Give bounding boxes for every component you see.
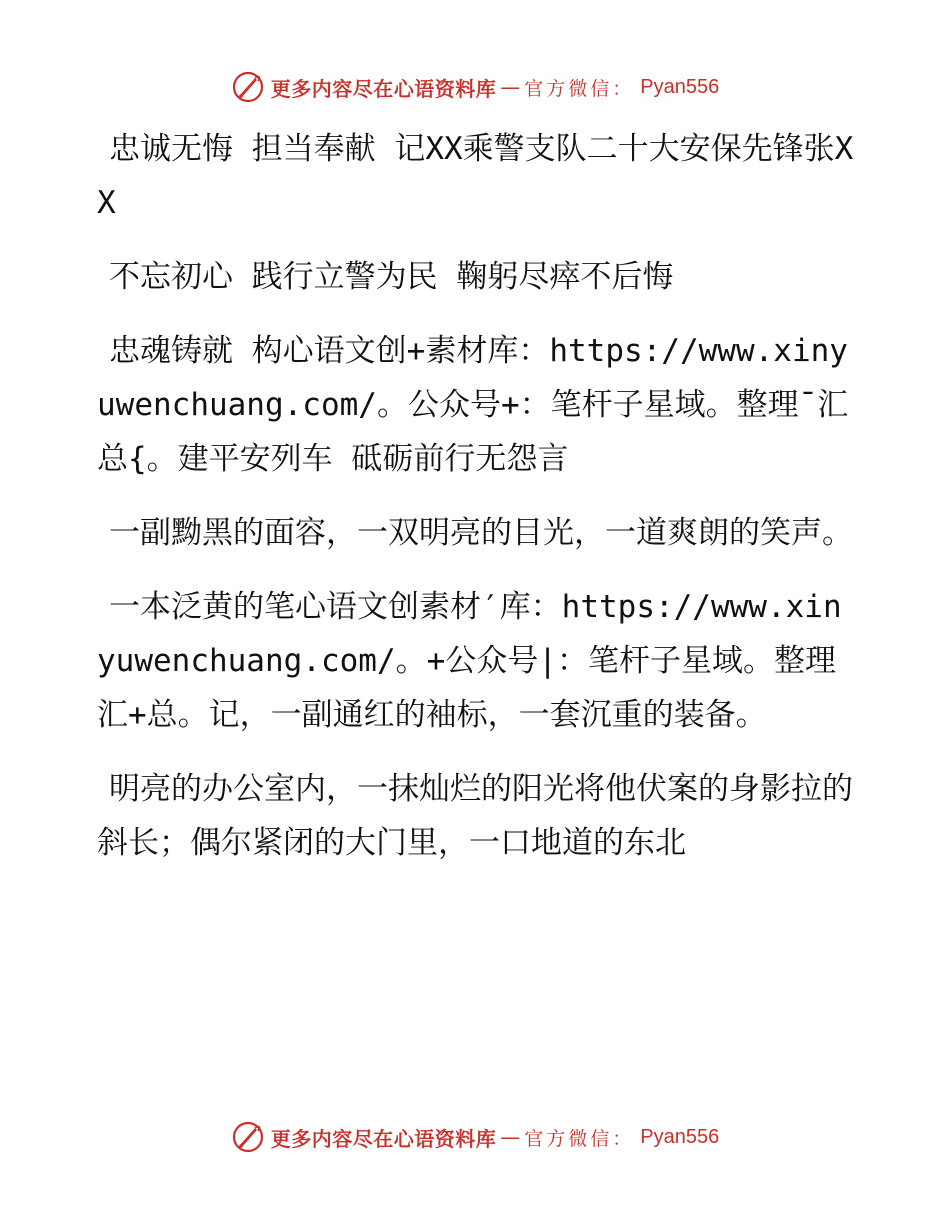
paragraph-title: 忠诚无悔 担当奉献 记XX乘警支队二十大安保先锋张XX: [97, 131, 854, 221]
header-banner: [0, 70, 950, 104]
footer-official-label: 官方微信：: [524, 1127, 635, 1150]
quill-pen-logo-icon: [231, 70, 265, 104]
paragraph-subtitle-1: 不忘初心 践行立警为民 鞠躬尽瘁不后悔: [109, 259, 674, 295]
quill-pen-logo-icon: [231, 1120, 265, 1154]
footer-banner: [0, 1120, 950, 1154]
footer-site-text: 更多内容尽在心语资料库: [270, 1126, 497, 1151]
header-official-label: 官方微信：: [524, 77, 635, 100]
footer-dash: —: [500, 1125, 521, 1149]
header-dash: —: [500, 75, 521, 99]
header-wechat-id: Pyan556: [640, 75, 720, 98]
document-body: [97, 122, 857, 870]
header-site-text: 更多内容尽在心语资料库: [270, 76, 497, 101]
paragraph-body-1: 一副黝黑的面容，一双明亮的目光，一道爽朗的笑声。: [109, 515, 853, 551]
paragraph-subtitle-2: 忠魂铸就 构心语文创+素材库：https://www.xinyuwenchuang.com/。公众号+：笔杆子星域。整理¯汇总{。建平安列车 砥砺前行无怨言: [97, 333, 849, 477]
footer-wechat-id: Pyan556: [640, 1125, 720, 1148]
paragraph-body-3: 明亮的办公室内，一抹灿烂的阳光将他伏案的身影拉的斜长；偶尔紧闭的大门里，一口地道的东北: [97, 771, 853, 861]
paragraph-body-2: 一本泛黄的笔心语文创素材′库：https://www.xinyuwenchuang.com/。+公众号|：笔杆子星域。整理汇+总。记，一副通红的袖标，一套沉重的装备。: [97, 589, 842, 733]
